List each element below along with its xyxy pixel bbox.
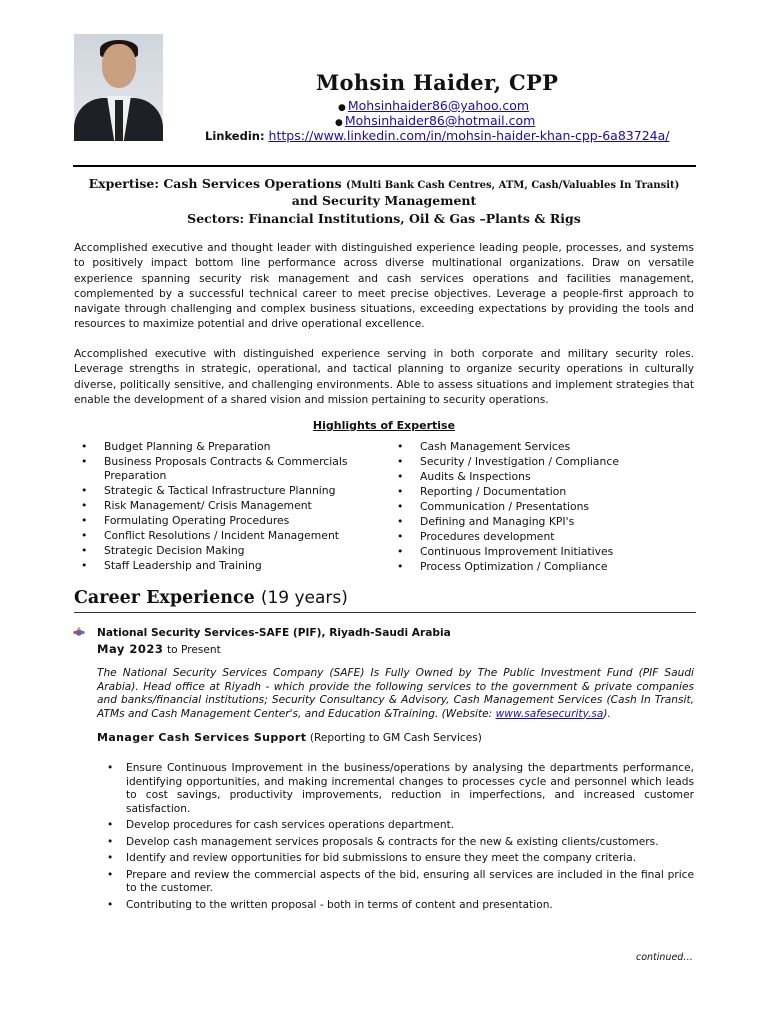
candidate-name: Mohsin Haider, CPP: [316, 70, 559, 95]
continued-note: continued…: [636, 952, 693, 963]
role-reporting: (Reporting to GM Cash Services): [309, 732, 482, 744]
description-end: ).: [603, 707, 611, 720]
list-item: • Strategic Decision Making: [78, 544, 368, 558]
highlights-right-list: [394, 440, 694, 575]
employment-dates: [97, 642, 221, 656]
list-item: • Audits & Inspections: [394, 470, 694, 484]
profile-photo: [74, 34, 163, 141]
expertise-detail: (Multi Bank Cash Centres, ATM, Cash/Valuables In Transit): [346, 180, 680, 191]
list-item: • Conflict Resolutions / Incident Management: [78, 529, 368, 543]
list-item: • Contributing to the written proposal - both in terms of content and presentation.: [97, 899, 694, 913]
linkedin-line: [205, 128, 669, 143]
list-item: • Strategic & Tactical Infrastructure Planning: [78, 484, 368, 498]
list-item: • Budget Planning & Preparation: [78, 440, 368, 454]
list-item: • Develop cash management services proposals & contracts for the new & existing clients/customers.: [97, 836, 694, 850]
company-bullet-icon: [73, 627, 85, 638]
list-item: • Process Optimization / Compliance: [394, 560, 694, 574]
list-item: • Cash Management Services: [394, 440, 694, 454]
expertise-line-1: [0, 176, 768, 191]
role-title: Manager Cash Services Support: [97, 731, 307, 744]
highlights-title: Highlights of Expertise: [312, 419, 456, 432]
duties-list: [97, 762, 694, 915]
company-website-link[interactable]: www.safesecurity.sa: [495, 707, 604, 720]
email-line-2: [335, 113, 535, 128]
expertise-line-2: and Security Management: [291, 193, 477, 208]
career-divider: [74, 612, 696, 613]
linkedin-link[interactable]: https://www.linkedin.com/in/mohsin-haider-khan-cpp-6a83724a/: [268, 128, 670, 143]
list-item: • Ensure Continuous Improvement in the business/operations by analysing the departments performance, identifying opportunities, and making incremental changes to processes cycle and personnel which leads to cost savings, productivity improvements, reduction in imperfections, and increased customer satisfaction.: [97, 762, 694, 816]
list-item: • Identify and review opportunities for bid submissions to ensure they meet the company criteria.: [97, 852, 694, 866]
email-line-1: [338, 98, 529, 113]
list-item: • Business Proposals Contracts & Commercials Preparation: [78, 455, 368, 483]
list-item: • Communication / Presentations: [394, 500, 694, 514]
list-item: • Formulating Operating Procedures: [78, 514, 368, 528]
list-item: • Risk Management/ Crisis Management: [78, 499, 368, 513]
start-date: May 2023: [97, 642, 164, 656]
career-heading: [74, 588, 348, 608]
career-years: (19 years): [260, 588, 348, 608]
expertise-main: Expertise: Cash Services Operations: [88, 176, 342, 191]
list-item: • Defining and Managing KPI's: [394, 515, 694, 529]
header-divider: [73, 165, 696, 167]
sectors-line: Sectors: Financial Institutions, Oil & Gas –Plants & Rigs: [187, 211, 581, 226]
company-description: [97, 667, 694, 721]
description-text: The National Security Services Company (SAFE) Is Fully Owned by The Public Investment Fund (PIF Saudi Arabia). Head office at Riyadh - which provide the following services to the government & private companies and banks/financial institutions; Security Consultancy & Advisory, Cash Management Services (Cash In Transit, ATMs and Cash Management Center's, and Education &Training. (Website:: [97, 667, 694, 720]
list-item: • Continuous Improvement Initiatives: [394, 545, 694, 559]
email-link-yahoo[interactable]: Mohsinhaider86@yahoo.com: [347, 98, 530, 113]
bullet-icon: ●: [335, 118, 343, 128]
linkedin-label: Linkedin:: [205, 129, 265, 143]
email-link-hotmail[interactable]: Mohsinhaider86@hotmail.com: [344, 113, 536, 128]
bullet-icon: ●: [338, 103, 346, 113]
job-role: [97, 731, 482, 744]
list-item: • Prepare and review the commercial aspects of the bid, ensuring all services are included in the final price to the customer.: [97, 869, 694, 896]
company-name: National Security Services-SAFE (PIF), Riyadh-Saudi Arabia: [97, 627, 451, 639]
end-date: to Present: [167, 644, 221, 656]
list-item: • Staff Leadership and Training: [78, 559, 368, 573]
list-item: • Procedures development: [394, 530, 694, 544]
summary-paragraph-2: Accomplished executive with distinguished experience serving in both corporate and military security roles. Leverage strengths in strategic, operational, and tactical planning to organize security operations in culturally diverse, politically sensitive, and challenging environments. Able to assess situations and implement strategies that enable the development of a shared vision and mission pertaining to security operations.: [74, 348, 694, 406]
career-title: Career Experience: [74, 588, 255, 608]
highlights-left-list: [78, 440, 368, 574]
list-item: • Reporting / Documentation: [394, 485, 694, 499]
summary-paragraph-1: Accomplished executive and thought leader with distinguished experience leading people, processes, and systems to positively impact bottom line performance across diverse multinational organizations. Draw on versatile experience spanning security risk management and cash services operations and facilities management, complemented by a successful technical career to meet precise objectives. Leverage a people-first approach to navigate through challenging and complex business situations, exceeding expectations by providing the tools and resources to maximize potential and drive operational excellence.: [74, 242, 694, 331]
list-item: • Security / Investigation / Compliance: [394, 455, 694, 469]
list-item: • Develop procedures for cash services operations department.: [97, 819, 694, 833]
